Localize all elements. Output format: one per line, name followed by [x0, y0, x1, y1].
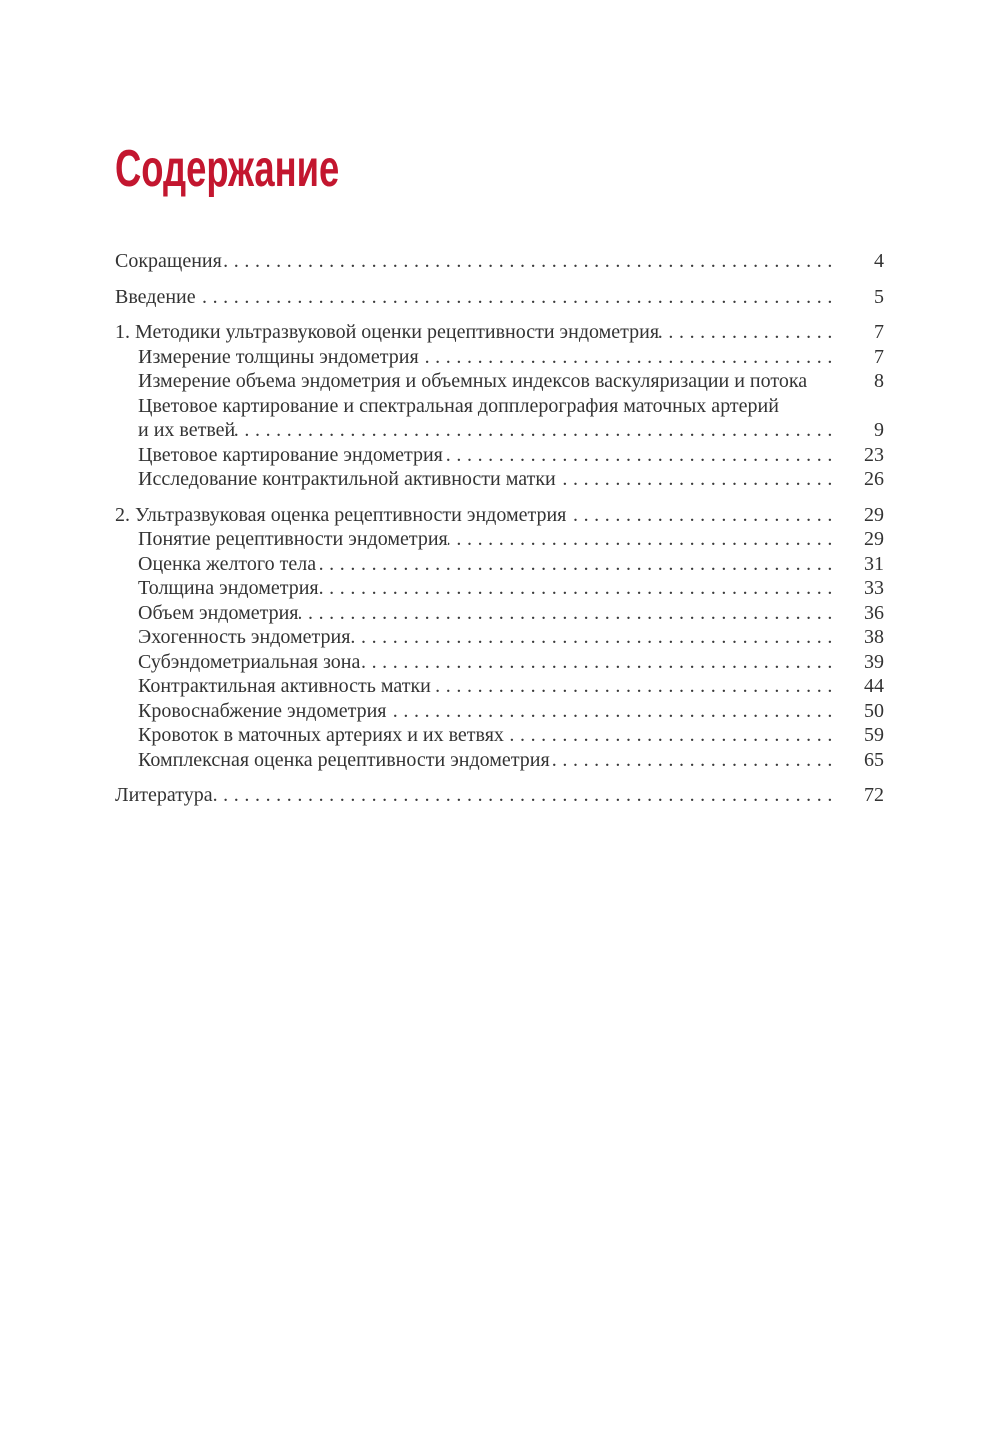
toc-entry-label: Оценка желтого тела — [138, 552, 317, 575]
toc-entry-label: Сокращения — [115, 250, 222, 272]
toc-entry-label: Введение — [115, 285, 196, 308]
toc-page-number: 38 — [864, 626, 884, 648]
toc-entry-label: Кровоток в маточных артериях и их ветвях — [138, 724, 504, 746]
toc-entry — [115, 783, 884, 808]
dot-leader — [431, 674, 838, 699]
toc-entry — [115, 369, 884, 394]
toc-entry — [115, 625, 884, 650]
toc-entry — [115, 601, 884, 626]
toc-entry-label: Исследование контрактильной активности матки — [138, 468, 556, 490]
toc-entry — [115, 418, 884, 443]
toc-page-number: 44 — [864, 675, 884, 697]
toc-page-number: 36 — [864, 601, 884, 624]
toc-page-number: 59 — [864, 724, 884, 746]
toc-page-number: 72 — [864, 784, 884, 806]
toc-entry — [115, 723, 884, 748]
dot-leader — [299, 601, 839, 626]
toc-entry — [115, 443, 884, 468]
dot-leader — [659, 320, 838, 345]
dot-leader — [504, 723, 838, 748]
toc-entry-label: 2. Ультразвуковая оценка рецептивности эндометрия — [115, 503, 567, 526]
page-title: Содержание — [115, 140, 340, 198]
dot-leader — [448, 527, 838, 552]
toc-entry — [115, 467, 884, 492]
toc-entry-label: Литература — [115, 784, 213, 806]
toc-entry-label: Эхогенность эндометрия — [138, 626, 351, 648]
toc-entry — [115, 503, 884, 528]
toc-entry — [115, 576, 884, 601]
dot-leader — [443, 443, 838, 468]
toc-page-number: 33 — [864, 577, 884, 599]
dot-leader — [360, 650, 838, 675]
toc-entry — [115, 674, 884, 699]
dot-leader — [316, 552, 838, 577]
toc-entry-label: Объем эндометрия — [138, 601, 299, 624]
toc-entry-label: Измерение толщины эндометрия — [138, 345, 419, 368]
toc-entry-label: 1. Методики ультразвуковой оценки рецептивности эндометрия — [115, 321, 660, 343]
toc-entry-label: Контрактильная активность матки — [138, 675, 431, 697]
toc-entry-label: Субэндометриальная зона — [138, 650, 361, 673]
toc-page-number: 7 — [874, 321, 884, 343]
toc-page-number: 5 — [874, 285, 884, 308]
dot-leader — [566, 503, 838, 528]
dot-leader — [235, 418, 838, 443]
toc-entry — [115, 748, 884, 773]
toc-page-number: 29 — [864, 503, 884, 526]
toc-entry — [115, 320, 884, 345]
toc-entry — [115, 650, 884, 675]
toc-page-number: 4 — [874, 250, 884, 272]
toc-entry — [115, 527, 884, 552]
toc-page-number: 9 — [874, 419, 884, 441]
dot-leader — [550, 748, 838, 773]
toc-list — [115, 249, 884, 808]
toc-page-number: 23 — [864, 443, 884, 466]
toc-page-number: 31 — [864, 552, 884, 575]
toc-entry — [115, 552, 884, 577]
dot-leader — [213, 783, 838, 808]
toc-entry — [115, 394, 884, 419]
toc-entry — [115, 345, 884, 370]
dot-leader — [350, 625, 838, 650]
toc-page-number: 39 — [864, 650, 884, 673]
dot-leader — [419, 345, 838, 370]
toc-page-number: 7 — [874, 345, 884, 368]
toc-entry-label: Комплексная оценка рецептивности эндометрия — [138, 748, 550, 771]
dot-leader — [319, 576, 838, 601]
toc-entry-label: Понятие рецептивности эндометрия — [138, 528, 448, 550]
dot-leader — [222, 249, 838, 274]
toc-page-number: 26 — [864, 468, 884, 490]
toc-entry — [115, 285, 884, 310]
toc-entry-label: Кровоснабжение эндометрия — [138, 699, 387, 722]
toc-page-number: 50 — [864, 699, 884, 722]
dot-leader — [196, 285, 838, 310]
toc-entry-label: Цветовое картирование и спектральная допплерография маточных артерий — [138, 394, 779, 417]
toc-entry — [115, 699, 884, 724]
toc-page-number: 8 — [874, 370, 884, 392]
toc-entry-label: и их ветвей — [138, 419, 236, 441]
dot-leader — [387, 699, 839, 724]
toc-entry-label: Измерение объема эндометрия и объемных индексов васкуляризации и потока — [138, 370, 808, 392]
toc-page-number: 29 — [864, 528, 884, 550]
toc-entry — [115, 249, 884, 274]
toc-entry-label: Цветовое картирование эндометрия — [138, 443, 443, 466]
dot-leader — [556, 467, 838, 492]
toc-entry-label: Толщина эндометрия — [138, 577, 319, 599]
toc-page-number: 65 — [864, 748, 884, 771]
